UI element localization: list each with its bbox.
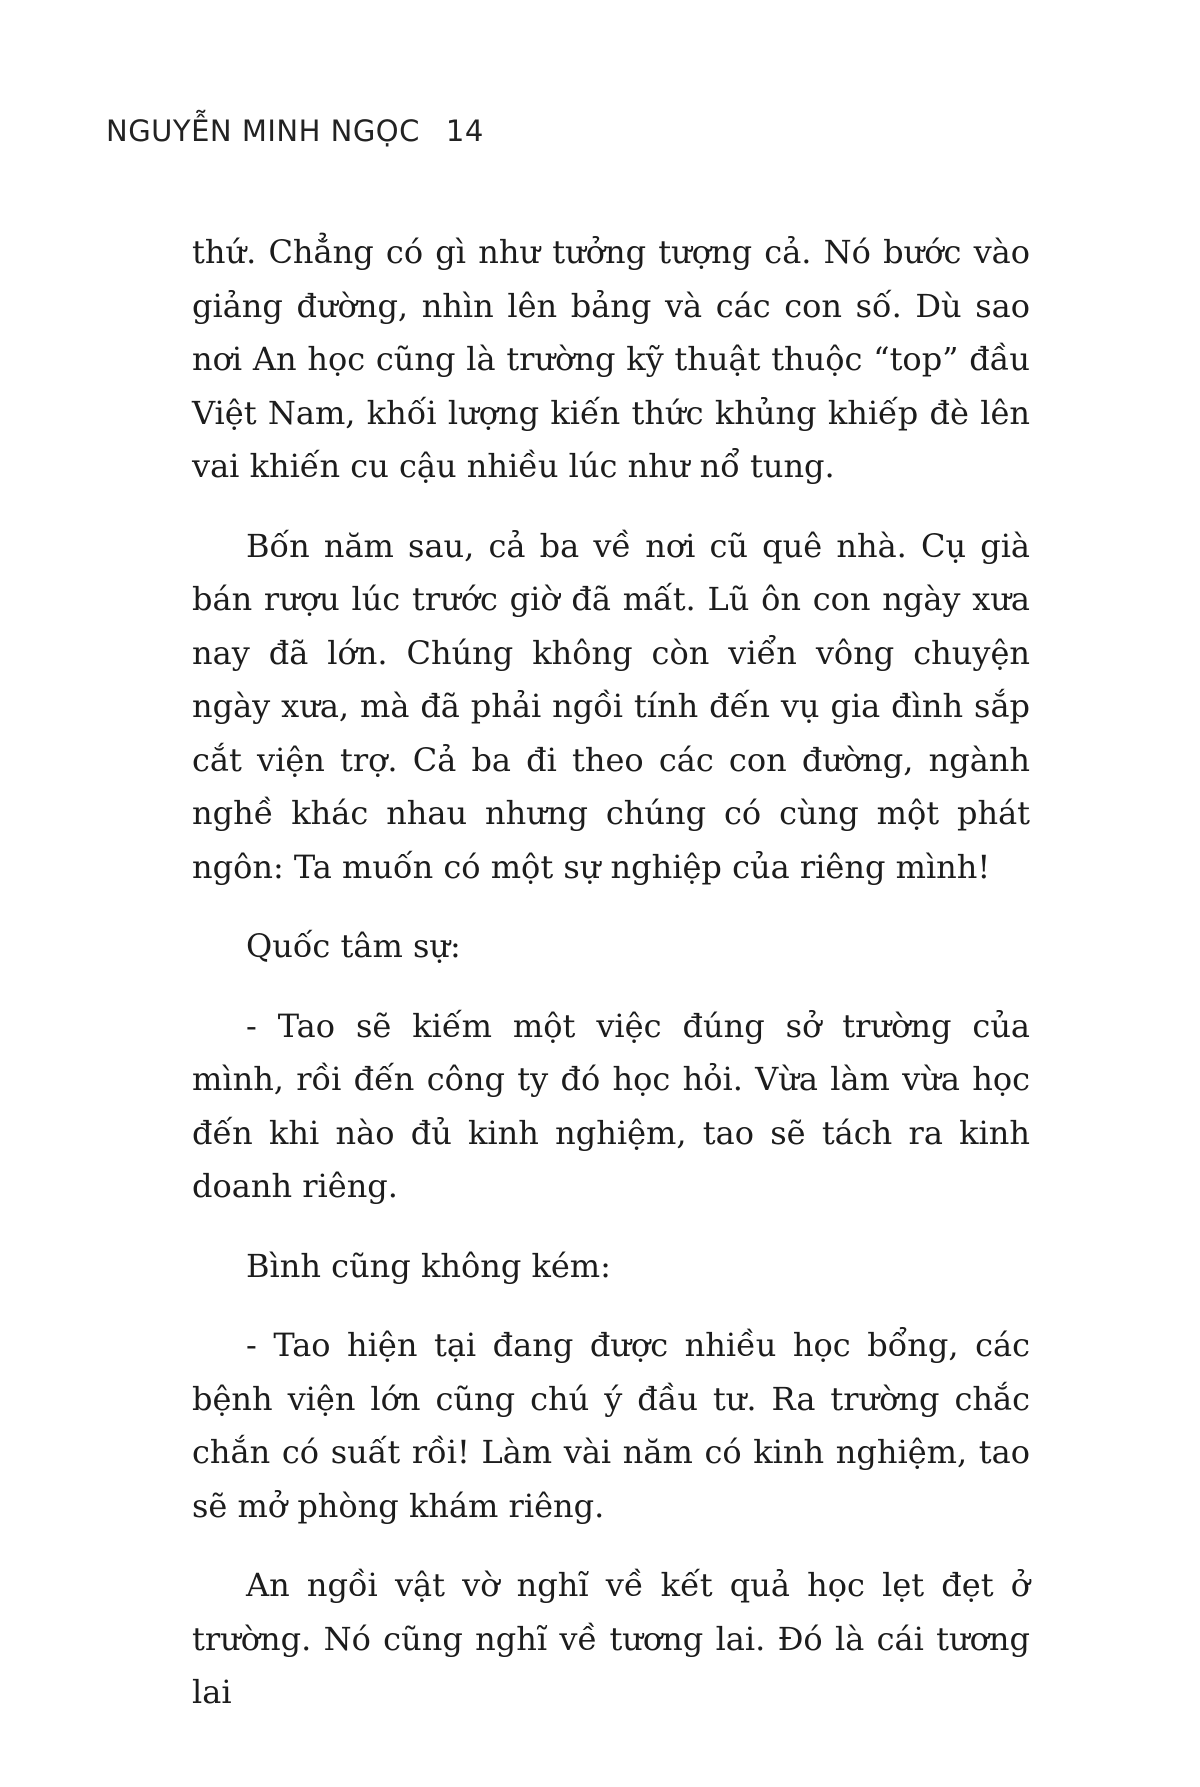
dialogue-line: - Tao sẽ kiếm một việc đúng sở trường của mình, rồi đến công ty đó học hỏi. Vừa làm vừa học đến khi nào đủ kinh nghiệm, tao sẽ tách ra kinh doanh riêng. (192, 1006, 1030, 1205)
running-head (106, 114, 484, 148)
paragraph: An ngồi vật vờ nghĩ về kết quả học lẹt đẹt ở trường. Nó cũng nghĩ về tương lai. Đó là cái tương lai (192, 1566, 1030, 1711)
body-text (192, 226, 1030, 1746)
paragraph: Quốc tâm sự: (246, 927, 461, 965)
paragraph-continued: thứ. Chẳng có gì như tưởng tượng cả. Nó bước vào giảng đường, nhìn lên bảng và các con số. Dù sao nơi An học cũng là trường kỹ thuật thuộc “top” đầu Việt Nam, khối lượng kiến thức khủng khiếp đè lên vai khiến cu cậu nhiều lúc như nổ tung. (192, 233, 1030, 485)
paragraph: Bình cũng không kém: (246, 1246, 611, 1285)
paragraph: Bốn năm sau, cả ba về nơi cũ quê nhà. Cụ già bán rượu lúc trước giờ đã mất. Lũ ôn con ngày xưa nay đã lớn. Chúng không còn viển vông chuyện ngày xưa, mà đã phải ngồi tính đến vụ gia đình sắp cắt viện trợ. Cả ba đi theo các con đường, ngành nghề khác nhau nhưng chúng có cùng một phát ngôn: Ta muốn có một sự nghiệp của riêng mình! (192, 526, 1030, 886)
dialogue-line: - Tao hiện tại đang được nhiều học bổng, các bệnh viện lớn cũng chú ý đầu tư. Ra trường chắc chắn có suất rồi! Làm vài năm có kinh nghiệm, tao sẽ mở phòng khám riêng. (192, 1326, 1030, 1525)
page-number: 14 (445, 114, 484, 148)
author-name: NGUYỄN MINH NGỌC (106, 114, 420, 148)
